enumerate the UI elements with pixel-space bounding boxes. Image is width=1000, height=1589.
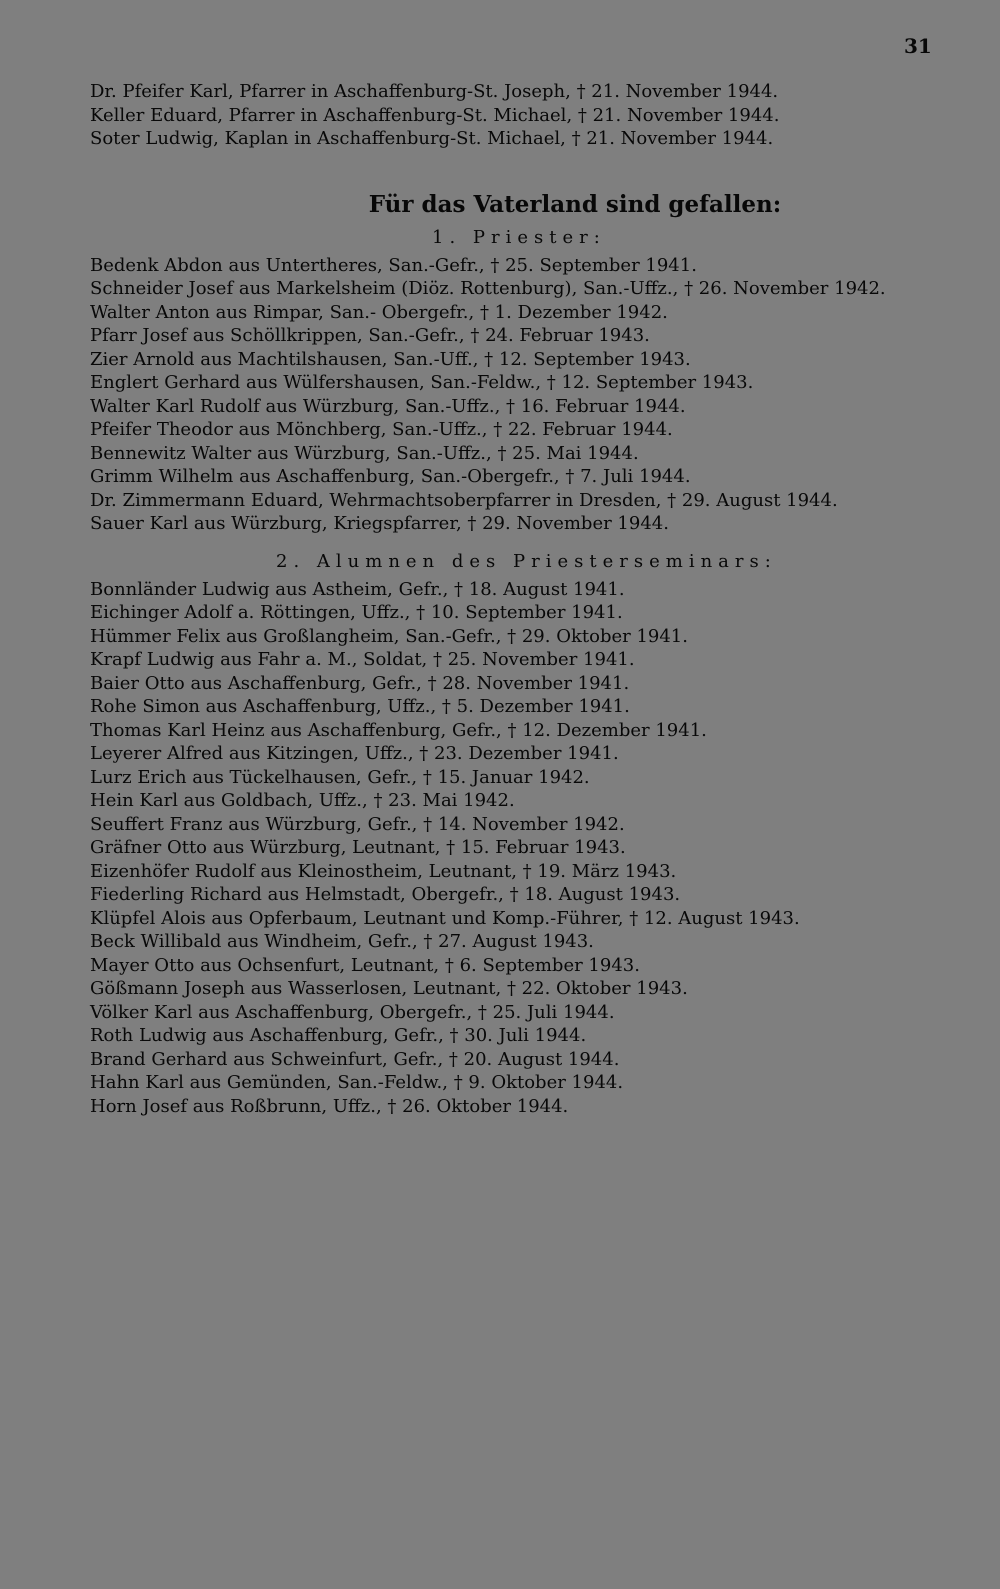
obituary-entry: Dr. Pfeifer Karl, Pfarrer in Aschaffenburg-St. Joseph, † 21. November 1944. — [90, 81, 779, 102]
priests-list — [90, 254, 970, 536]
alumnus-entry: Thomas Karl Heinz aus Aschaffenburg, Gefr., † 12. Dezember 1941. — [90, 719, 707, 741]
priest-entry: Sauer Karl aus Würzburg, Kriegspfarrer, † 29. November 1944. — [90, 513, 669, 534]
alumnus-entry: Horn Josef aus Roßbrunn, Uffz., † 26. Oktober 1944. — [90, 1095, 569, 1117]
priest-entry: Walter Karl Rudolf aus Würzburg, San.-Uffz., † 16. Februar 1944. — [90, 395, 686, 417]
alumnus-entry: Leyerer Alfred aus Kitzingen, Uffz., † 23. Dezember 1941. — [90, 743, 619, 764]
alumnus-entry: Roth Ludwig aus Aschaffenburg, Gefr., † 30. Juli 1944. — [90, 1025, 587, 1046]
alumnus-entry: Krapf Ludwig aus Fahr a. M., Soldat, † 25. November 1941. — [90, 649, 635, 670]
alumnus-entry: Eizenhöfer Rudolf aus Kleinostheim, Leutnant, † 19. März 1943. — [90, 860, 677, 882]
alumnus-entry: Klüpfel Alois aus Opferbaum, Leutnant und Komp.-Führer, † 12. August 1943. — [90, 907, 800, 929]
priest-entry: Schneider Josef aus Markelsheim (Diöz. Rottenburg), San.-Uffz., † 26. November 1942. — [90, 278, 886, 299]
priest-entry: Zier Arnold aus Machtilshausen, San.-Uff., † 12. September 1943. — [90, 348, 691, 370]
intro-list — [90, 80, 970, 151]
alumnus-entry: Baier Otto aus Aschaffenburg, Gefr., † 28. November 1941. — [90, 672, 630, 694]
obituary-entry: Keller Eduard, Pfarrer in Aschaffenburg-St. Michael, † 21. November 1944. — [90, 104, 780, 126]
document-body — [90, 80, 970, 1118]
alumnus-entry: Lurz Erich aus Tückelhausen, Gefr., † 15. Januar 1942. — [90, 766, 590, 788]
alumnus-entry: Seuffert Franz aus Würzburg, Gefr., † 14. November 1942. — [90, 813, 625, 835]
obituary-entry: Soter Ludwig, Kaplan in Aschaffenburg-St. Michael, † 21. November 1944. — [90, 128, 774, 149]
alumnus-entry: Völker Karl aus Aschaffenburg, Obergefr., † 25. Juli 1944. — [90, 1001, 615, 1023]
alumnus-entry: Beck Willibald aus Windheim, Gefr., † 27. August 1943. — [90, 931, 594, 952]
priest-entry: Dr. Zimmermann Eduard, Wehrmachtsoberpfarrer in Dresden, † 29. August 1944. — [90, 489, 838, 511]
alumnus-entry: Mayer Otto aus Ochsenfurt, Leutnant, † 6. September 1943. — [90, 954, 640, 976]
priest-entry: Walter Anton aus Rimpar, San.- Obergefr., † 1. Dezember 1942. — [90, 301, 668, 323]
priest-entry: Englert Gerhard aus Wülfershausen, San.-Feldw., † 12. September 1943. — [90, 372, 754, 393]
alumnus-entry: Gräfner Otto aus Würzburg, Leutnant, † 15. Februar 1943. — [90, 837, 626, 858]
alumnus-entry: Brand Gerhard aus Schweinfurt, Gefr., † 20. August 1944. — [90, 1048, 620, 1070]
alumnus-entry: Fiederling Richard aus Helmstadt, Obergefr., † 18. August 1943. — [90, 884, 681, 905]
alumnus-entry: Hein Karl aus Goldbach, Uffz., † 23. Mai 1942. — [90, 790, 515, 811]
section-title: Für das Vaterland sind gefallen: — [368, 190, 782, 218]
alumnus-entry: Rohe Simon aus Aschaffenburg, Uffz., † 5. Dezember 1941. — [90, 696, 630, 717]
priests-heading: 1. Priester: — [432, 226, 606, 248]
priest-entry: Pfeifer Theodor aus Mönchberg, San.-Uffz., † 22. Februar 1944. — [90, 419, 673, 440]
alumnus-entry: Eichinger Adolf a. Röttingen, Uffz., † 10. September 1941. — [90, 602, 623, 623]
alumnus-entry: Hahn Karl aus Gemünden, San.-Feldw., † 9. Oktober 1944. — [90, 1072, 624, 1093]
alumni-heading: 2. Alumnen des Priesterseminars: — [276, 550, 777, 572]
alumni-list — [90, 578, 970, 1119]
priest-entry: Grimm Wilhelm aus Aschaffenburg, San.-Obergefr., † 7. Juli 1944. — [90, 466, 691, 487]
page-number: 31 — [904, 34, 932, 58]
priest-entry: Pfarr Josef aus Schöllkrippen, San.-Gefr., † 24. Februar 1943. — [90, 325, 650, 346]
alumnus-entry: Bonnländer Ludwig aus Astheim, Gefr., † 18. August 1941. — [90, 578, 625, 600]
alumnus-entry: Gößmann Joseph aus Wasserlosen, Leutnant, † 22. Oktober 1943. — [90, 978, 688, 999]
alumnus-entry: Hümmer Felix aus Großlangheim, San.-Gefr., † 29. Oktober 1941. — [90, 625, 688, 647]
priest-entry: Bedenk Abdon aus Untertheres, San.-Gefr., † 25. September 1941. — [90, 254, 697, 276]
priest-entry: Bennewitz Walter aus Würzburg, San.-Uffz., † 25. Mai 1944. — [90, 442, 639, 464]
